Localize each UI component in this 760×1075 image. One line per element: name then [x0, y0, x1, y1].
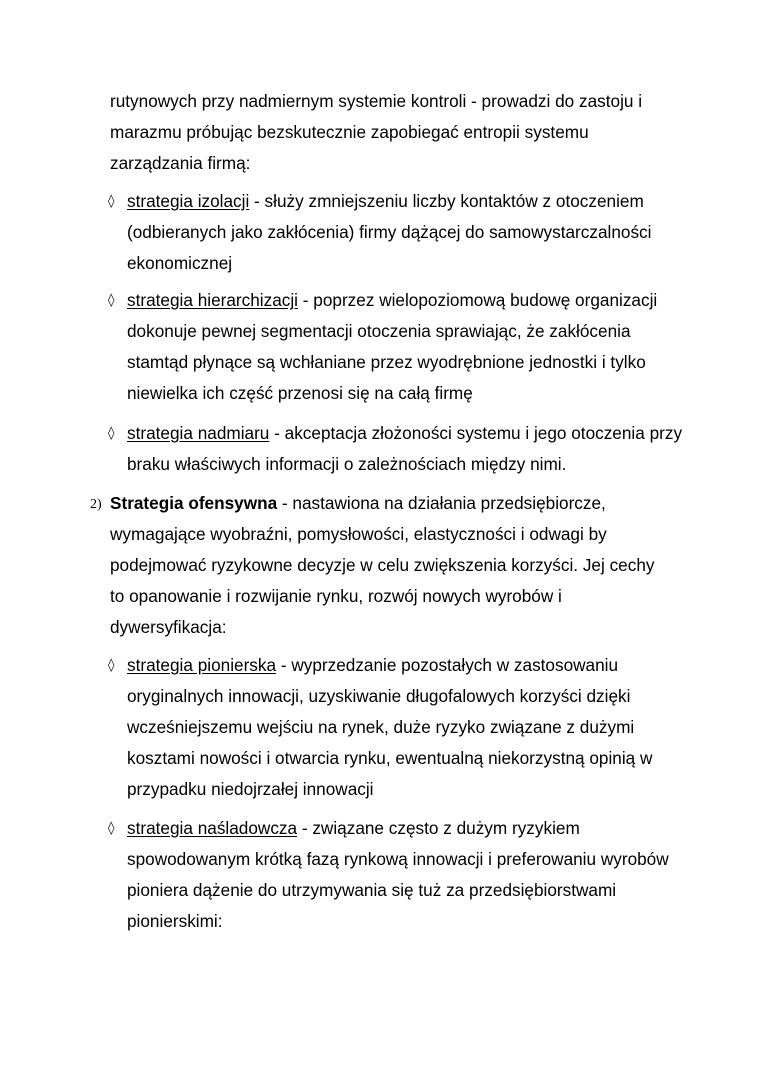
list-item-text	[127, 650, 687, 805]
list-item-text	[127, 285, 687, 409]
term-strategia-izolacji: strategia izolacji	[127, 191, 250, 211]
list-item-text	[127, 813, 687, 937]
term-strategia-nadmiaru: strategia nadmiaru	[127, 423, 270, 443]
list-item-text	[127, 186, 687, 279]
diamond-bullet-icon: ◊	[108, 658, 115, 673]
numbered-item-text	[110, 488, 670, 643]
diamond-bullet-icon: ◊	[108, 194, 115, 209]
description-strategia-nadmiaru: - akceptacja złożoności systemu i jego otoczenia przy braku właściwych informacji o zależnościach między nimi.	[127, 423, 683, 474]
description-strategia-ofensywna: - nastawiona na działania przedsiębiorcze, wymagające wyobraźni, pomysłowości, elastyczności i odwagi by podejmować ryzykowne decyzje w celu zwiększenia korzyści. Jej cechy to opanowanie i rozwijanie rynku, rozwój nowych wyrobów i dywersyfikacja:	[110, 493, 655, 637]
description-strategia-nasladowcza: - związane często z dużym ryzykiem spowodowanym krótką fazą rynkową innowacji i preferowaniu wyrobów pioniera dążenie do utrzymywania się tuż za przedsiębiorstwami pionierskimi:	[127, 818, 669, 931]
diamond-bullet-icon: ◊	[108, 293, 115, 308]
intro-paragraph: rutynowych przy nadmiernym systemie kontroli - prowadzi do zastoju i marazmu próbując bezskutecznie zapobiegać entropii systemu zarządzania firmą:	[110, 91, 643, 173]
diamond-bullet-icon: ◊	[108, 821, 115, 836]
term-strategia-ofensywna: Strategia ofensywna	[110, 493, 278, 513]
diamond-bullet-icon: ◊	[108, 426, 115, 441]
list-item-text	[127, 418, 687, 480]
term-strategia-pionierska: strategia pionierska	[127, 655, 277, 675]
description-strategia-izolacji: - służy zmniejszeniu liczby kontaktów z otoczeniem (odbieranych jako zakłócenia) firmy dążącej do samowystarczalności ekonomicznej	[127, 191, 652, 273]
term-strategia-nasladowcza: strategia naśladowcza	[127, 818, 298, 838]
description-strategia-hierarchizacji: - poprzez wielopoziomową budowę organizacji dokonuje pewnej segmentacji otoczenia sprawiając, że zakłócenia stamtąd płynące są wchłaniane przez wyodrębnione jednostki i tylko niewielka ich część przenosi się na całą firmę	[127, 290, 658, 403]
description-strategia-pionierska: - wyprzedzanie pozostałych w zastosowaniu oryginalnych innowacji, uzyskiwanie długofalowych korzyści dzięki wcześniejszemu wejściu na rynek, duże ryzyko związane z dużymi kosztami nowości i otwarcia rynku, ewentualną niekorzystną opinią w przypadku niedojrzałej innowacji	[127, 655, 653, 799]
list-number: 2)	[90, 497, 102, 512]
term-strategia-hierarchizacji: strategia hierarchizacji	[127, 290, 298, 310]
